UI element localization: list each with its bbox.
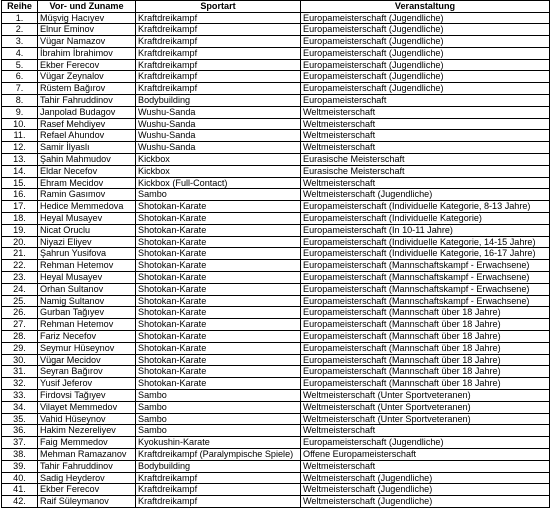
cell-name: Ekber Ferecov [38,484,136,496]
cell-name: Yusif Jeferov [38,378,136,390]
cell-sport: Sambo [136,401,301,413]
cell-event: Europameisterschaft (Jugendliche) [301,71,550,83]
cell-event: Europameisterschaft (Jugendliche) [301,437,550,449]
cell-event: Europameisterschaft (Mannschaft über 18 Jahre) [301,307,550,319]
cell-rank: 8. [2,95,38,107]
cell-sport: Shotokan-Karate [136,319,301,331]
cell-sport: Kraftdreikampf (Paralympische Spiele) [136,448,301,460]
cell-sport: Shotokan-Karate [136,272,301,284]
cell-rank: 42. [2,496,38,508]
cell-rank: 27. [2,319,38,331]
cell-event: Europameisterschaft (Jugendliche) [301,12,550,24]
cell-rank: 25. [2,295,38,307]
table-row [2,413,550,425]
cell-name: Seymur Hüseynov [38,342,136,354]
cell-sport: Bodybuilding [136,460,301,472]
table-row [2,319,550,331]
cell-rank: 26. [2,307,38,319]
cell-rank: 7. [2,83,38,95]
table-row [2,448,550,460]
table-row [2,378,550,390]
cell-event: Europameisterschaft [301,95,550,107]
cell-event: Offene Europameisterschaft [301,448,550,460]
cell-sport: Bodybuilding [136,95,301,107]
table-row [2,142,550,154]
cell-event: Weltmeisterschaft [301,130,550,142]
cell-rank: 22. [2,260,38,272]
cell-event: Europameisterschaft (Mannschaft über 18 Jahre) [301,354,550,366]
cell-sport: Wushu-Sanda [136,130,301,142]
cell-sport: Kraftdreikampf [136,59,301,71]
cell-sport: Shotokan-Karate [136,307,301,319]
table-row [2,342,550,354]
cell-event: Europameisterschaft (Mannschaftskampf - Erwachsene) [301,295,550,307]
cell-event: Weltmeisterschaft (Jugendliche) [301,472,550,484]
cell-rank: 6. [2,71,38,83]
cell-name: Eldar Necefov [38,165,136,177]
cell-name: Vügar Zeynalov [38,71,136,83]
cell-rank: 38. [2,448,38,460]
cell-event: Weltmeisterschaft [301,425,550,437]
cell-event: Weltmeisterschaft [301,460,550,472]
cell-name: İbrahim İbrahimov [38,47,136,59]
cell-rank: 20. [2,236,38,248]
cell-rank: 24. [2,283,38,295]
cell-rank: 3. [2,36,38,48]
cell-rank: 37. [2,437,38,449]
table-row [2,36,550,48]
table-row [2,425,550,437]
cell-rank: 14. [2,165,38,177]
cell-rank: 33. [2,390,38,402]
cell-sport: Shotokan-Karate [136,248,301,260]
cell-sport: Kraftdreikampf [136,472,301,484]
table-body [2,12,550,507]
results-table [1,0,550,508]
header-rank: Reihe [2,1,38,13]
cell-event: Europameisterschaft (Mannschaft über 18 Jahre) [301,378,550,390]
cell-event: Europameisterschaft (In 10-11 Jahre) [301,224,550,236]
cell-sport: Kraftdreikampf [136,484,301,496]
header-event: Veranstaltung [301,1,550,13]
cell-sport: Kickbox [136,165,301,177]
table-header [2,1,550,13]
cell-rank: 28. [2,331,38,343]
cell-rank: 31. [2,366,38,378]
table-row [2,12,550,24]
table-row [2,201,550,213]
table-row [2,236,550,248]
table-row [2,189,550,201]
header-sport: Sportart [136,1,301,13]
cell-name: Nicat Oruclu [38,224,136,236]
cell-name: Vügar Mecidov [38,354,136,366]
cell-name: Müşvig Hacıyev [38,12,136,24]
cell-event: Weltmeisterschaft (Jugendliche) [301,484,550,496]
table-row [2,248,550,260]
cell-sport: Kyokushin-Karate [136,437,301,449]
cell-rank: 16. [2,189,38,201]
cell-sport: Shotokan-Karate [136,331,301,343]
cell-rank: 21. [2,248,38,260]
cell-sport: Wushu-Sanda [136,106,301,118]
cell-event: Weltmeisterschaft [301,142,550,154]
cell-name: Mehman Ramazanov [38,448,136,460]
cell-sport: Shotokan-Karate [136,224,301,236]
table-row [2,460,550,472]
table-row [2,295,550,307]
cell-name: Ehram Mecidov [38,177,136,189]
cell-name: Tahir Fahruddinov [38,460,136,472]
cell-sport: Kraftdreikampf [136,47,301,59]
cell-event: Weltmeisterschaft [301,177,550,189]
table-row [2,95,550,107]
cell-name: Raif Süleymanov [38,496,136,508]
table-row [2,59,550,71]
cell-sport: Shotokan-Karate [136,342,301,354]
cell-event: Weltmeisterschaft (Unter Sportveteranen) [301,413,550,425]
cell-name: Vahid Hüseynov [38,413,136,425]
cell-name: Rehman Hetemov [38,260,136,272]
cell-rank: 15. [2,177,38,189]
cell-name: Heyal Musayev [38,272,136,284]
cell-event: Weltmeisterschaft (Unter Sportveteranen) [301,401,550,413]
cell-event: Eurasische Meisterschaft [301,165,550,177]
cell-name: Tahir Fahruddinov [38,95,136,107]
cell-rank: 5. [2,59,38,71]
cell-event: Europameisterschaft (Jugendliche) [301,36,550,48]
table-row [2,47,550,59]
cell-sport: Shotokan-Karate [136,283,301,295]
cell-sport: Shotokan-Karate [136,354,301,366]
cell-event: Europameisterschaft (Mannschaft über 18 Jahre) [301,366,550,378]
cell-rank: 41. [2,484,38,496]
cell-sport: Kraftdreikampf [136,496,301,508]
table-row [2,106,550,118]
table-row [2,390,550,402]
cell-rank: 4. [2,47,38,59]
cell-rank: 1. [2,12,38,24]
cell-sport: Sambo [136,390,301,402]
table-row [2,154,550,166]
cell-name: Gurban Tağıyev [38,307,136,319]
cell-name: Rehman Hetemov [38,319,136,331]
cell-sport: Shotokan-Karate [136,366,301,378]
table-row [2,366,550,378]
cell-rank: 18. [2,213,38,225]
cell-event: Weltmeisterschaft [301,118,550,130]
table-row [2,165,550,177]
table-row [2,401,550,413]
cell-name: Sadig Heyderov [38,472,136,484]
cell-sport: Kraftdreikampf [136,24,301,36]
cell-rank: 19. [2,224,38,236]
cell-name: Firdovsi Tağıyev [38,390,136,402]
table-row [2,83,550,95]
cell-name: Orhan Sultanov [38,283,136,295]
cell-rank: 34. [2,401,38,413]
cell-name: Ramin Gasımov [38,189,136,201]
header-row [2,1,550,13]
cell-rank: 36. [2,425,38,437]
table-row [2,437,550,449]
cell-sport: Kraftdreikampf [136,36,301,48]
cell-name: Şahrun Yusifova [38,248,136,260]
cell-event: Europameisterschaft (Individuelle Kategorie, 16-17 Jahre) [301,248,550,260]
cell-sport: Wushu-Sanda [136,142,301,154]
cell-rank: 35. [2,413,38,425]
table-row [2,260,550,272]
cell-name: Ekber Ferecov [38,59,136,71]
cell-name: Namig Sultanov [38,295,136,307]
cell-event: Europameisterschaft (Jugendliche) [301,47,550,59]
table-row [2,283,550,295]
cell-sport: Shotokan-Karate [136,213,301,225]
table-row [2,472,550,484]
cell-sport: Shotokan-Karate [136,295,301,307]
cell-event: Europameisterschaft (Jugendliche) [301,24,550,36]
table-row [2,272,550,284]
cell-name: Faig Memmedov [38,437,136,449]
cell-rank: 2. [2,24,38,36]
cell-event: Europameisterschaft (Jugendliche) [301,59,550,71]
cell-name: Vügar Namazov [38,36,136,48]
cell-sport: Shotokan-Karate [136,378,301,390]
cell-rank: 17. [2,201,38,213]
cell-event: Europameisterschaft (Individuelle Kategorie, 14-15 Jahre) [301,236,550,248]
cell-rank: 12. [2,142,38,154]
cell-rank: 11. [2,130,38,142]
cell-event: Europameisterschaft (Individuelle Kategorie) [301,213,550,225]
cell-sport: Shotokan-Karate [136,260,301,272]
cell-sport: Kraftdreikampf [136,71,301,83]
cell-name: Şahin Mahmudov [38,154,136,166]
cell-name: Hedice Memmedova [38,201,136,213]
cell-rank: 39. [2,460,38,472]
cell-event: Europameisterschaft (Mannschaft über 18 Jahre) [301,319,550,331]
cell-rank: 32. [2,378,38,390]
cell-event: Weltmeisterschaft [301,106,550,118]
cell-event: Europameisterschaft (Individuelle Kategorie, 8-13 Jahre) [301,201,550,213]
cell-name: Seyran Bağırov [38,366,136,378]
cell-name: Niyazi Eliyev [38,236,136,248]
cell-event: Eurasische Meisterschaft [301,154,550,166]
cell-event: Weltmeisterschaft (Jugendliche) [301,189,550,201]
cell-sport: Wushu-Sanda [136,118,301,130]
cell-name: Janpolad Budagov [38,106,136,118]
table-row [2,130,550,142]
cell-event: Europameisterschaft (Jugendliche) [301,83,550,95]
cell-event: Europameisterschaft (Mannschaftskampf - Erwachsene) [301,283,550,295]
cell-name: Samir İlyaslı [38,142,136,154]
cell-name: Fariz Necefov [38,331,136,343]
cell-rank: 9. [2,106,38,118]
cell-event: Europameisterschaft (Mannschaftskampf - Erwachsene) [301,272,550,284]
cell-name: Elnur Eminov [38,24,136,36]
cell-rank: 13. [2,154,38,166]
table-row [2,213,550,225]
header-name: Vor- und Zuname [38,1,136,13]
cell-event: Europameisterschaft (Mannschaft über 18 Jahre) [301,331,550,343]
table-row [2,307,550,319]
cell-name: Hakim Nezereliyev [38,425,136,437]
cell-sport: Shotokan-Karate [136,236,301,248]
cell-rank: 29. [2,342,38,354]
table-row [2,331,550,343]
table-row [2,24,550,36]
cell-name: Refael Ahundov [38,130,136,142]
table-row [2,118,550,130]
cell-sport: Kickbox (Full-Contact) [136,177,301,189]
table-row [2,71,550,83]
cell-sport: Sambo [136,425,301,437]
cell-name: Vilayet Memmedov [38,401,136,413]
cell-rank: 40. [2,472,38,484]
cell-sport: Kraftdreikampf [136,83,301,95]
cell-sport: Kraftdreikampf [136,12,301,24]
table-row [2,224,550,236]
table-row [2,354,550,366]
cell-event: Europameisterschaft (Mannschaftskampf - Erwachsene) [301,260,550,272]
table-row [2,177,550,189]
cell-event: Europameisterschaft (Mannschaft über 18 Jahre) [301,342,550,354]
cell-sport: Sambo [136,413,301,425]
cell-event: Weltmeisterschaft (Unter Sportveteranen) [301,390,550,402]
cell-rank: 30. [2,354,38,366]
cell-name: Heyal Musayev [38,213,136,225]
cell-sport: Sambo [136,189,301,201]
cell-sport: Kickbox [136,154,301,166]
cell-name: Rasef Mehdiyev [38,118,136,130]
table-row [2,496,550,508]
cell-name: Rüstem Bağırov [38,83,136,95]
cell-event: Weltmeisterschaft (Jugendliche) [301,496,550,508]
cell-rank: 10. [2,118,38,130]
cell-sport: Shotokan-Karate [136,201,301,213]
cell-rank: 23. [2,272,38,284]
table-row [2,484,550,496]
